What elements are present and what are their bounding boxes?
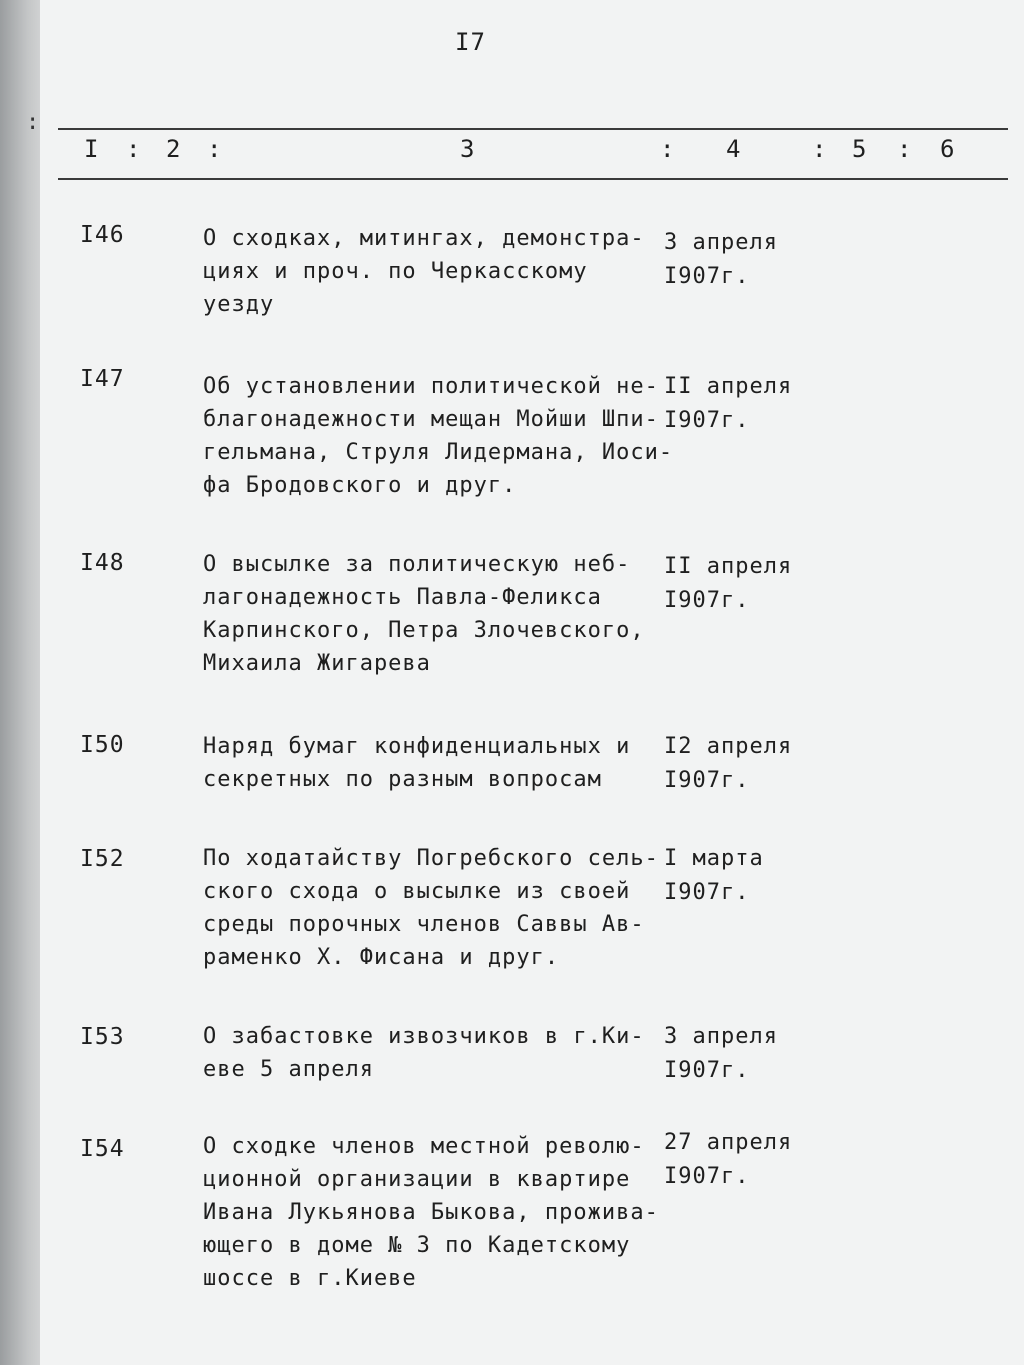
row-number: I52 bbox=[80, 846, 125, 872]
date-line: I907г. bbox=[664, 588, 750, 613]
row-description bbox=[203, 842, 663, 974]
description-line: благонадежности мещан Мойши Шпи- bbox=[203, 407, 659, 432]
date-line: I907г. bbox=[664, 1164, 750, 1189]
row-number: I50 bbox=[80, 732, 125, 758]
page-number: I7 bbox=[455, 28, 486, 56]
description-line: По ходатайству Погребского сель- bbox=[203, 846, 659, 871]
description-line: Ивана Лукьянова Быкова, прожива- bbox=[203, 1200, 659, 1225]
date-line: 27 апреля bbox=[664, 1130, 793, 1155]
header-bottom-rule bbox=[58, 178, 1008, 180]
description-line: Наряд бумаг конфиденциальных и bbox=[203, 734, 631, 759]
row-number: I53 bbox=[80, 1024, 125, 1050]
row-description bbox=[203, 548, 663, 680]
column-header-1: I bbox=[84, 135, 99, 163]
description-line: О сходке членов местной револю- bbox=[203, 1134, 645, 1159]
description-line: шоссе в г.Киеве bbox=[203, 1266, 417, 1291]
description-line: ционной организации в квартире bbox=[203, 1167, 631, 1192]
row-description bbox=[203, 1130, 663, 1295]
row-number: I46 bbox=[80, 222, 125, 248]
description-line: циях и проч. по Черкасскому bbox=[203, 259, 588, 284]
date-line: II апреля bbox=[664, 374, 793, 399]
date-line: I марта bbox=[664, 846, 764, 871]
description-line: еве 5 апреля bbox=[203, 1057, 374, 1082]
date-line: 3 апреля bbox=[664, 230, 778, 255]
row-date bbox=[664, 226, 778, 294]
description-line: О забастовке извозчиков в г.Ки- bbox=[203, 1024, 645, 1049]
row-date bbox=[664, 1126, 792, 1194]
column-header-3: 3 bbox=[460, 135, 475, 163]
description-line: секретных по разным вопросам bbox=[203, 767, 602, 792]
row-date bbox=[664, 730, 792, 798]
description-line: О высылке за политическую неб- bbox=[203, 552, 631, 577]
description-line: ющего в доме № 3 по Кадетскому bbox=[203, 1233, 631, 1258]
row-number: I54 bbox=[80, 1136, 125, 1162]
date-line: I907г. bbox=[664, 264, 750, 289]
date-line: I907г. bbox=[664, 880, 750, 905]
description-line: раменко Х. Фисана и друг. bbox=[203, 945, 560, 970]
column-header-separator: : bbox=[207, 135, 222, 163]
row-description bbox=[203, 1020, 663, 1086]
date-line: I2 апреля bbox=[664, 734, 793, 759]
description-line: уезду bbox=[203, 292, 275, 317]
row-description bbox=[203, 222, 663, 321]
column-header-separator: : bbox=[897, 135, 912, 163]
column-header-5: 5 bbox=[852, 135, 867, 163]
description-line: фа Бродовского и друг. bbox=[203, 473, 517, 498]
column-header-2: 2 bbox=[166, 135, 181, 163]
description-line: Об установлении политической не- bbox=[203, 374, 659, 399]
description-line: Михаила Жигарева bbox=[203, 651, 431, 676]
row-date bbox=[664, 1020, 778, 1088]
row-date bbox=[664, 842, 764, 910]
date-line: I907г. bbox=[664, 408, 750, 433]
description-line: Карпинского, Петра Злочевского, bbox=[203, 618, 645, 643]
description-line: ского схода о высылке из своей bbox=[203, 879, 631, 904]
date-line: I907г. bbox=[664, 1058, 750, 1083]
row-number: I47 bbox=[80, 366, 125, 392]
row-number: I48 bbox=[80, 550, 125, 576]
column-header-6: 6 bbox=[940, 135, 955, 163]
header-top-rule bbox=[58, 128, 1008, 130]
row-date bbox=[664, 370, 792, 438]
date-line: II апреля bbox=[664, 554, 793, 579]
row-date bbox=[664, 550, 792, 618]
description-line: лагонадежность Павла-Феликса bbox=[203, 585, 602, 610]
date-line: 3 апреля bbox=[664, 1024, 778, 1049]
row-description bbox=[203, 730, 663, 796]
row-description bbox=[203, 370, 674, 502]
description-line: О сходках, митингах, демонстра- bbox=[203, 226, 645, 251]
description-line: среды порочных членов Саввы Ав- bbox=[203, 912, 645, 937]
column-header-4: 4 bbox=[726, 135, 741, 163]
description-line: гельмана, Струля Лидермана, Иоси- bbox=[203, 440, 674, 465]
date-line: I907г. bbox=[664, 768, 750, 793]
column-header-separator: : bbox=[812, 135, 827, 163]
column-header-separator: : bbox=[126, 135, 141, 163]
margin-mark: : bbox=[26, 110, 40, 135]
column-header-separator: : bbox=[660, 135, 675, 163]
